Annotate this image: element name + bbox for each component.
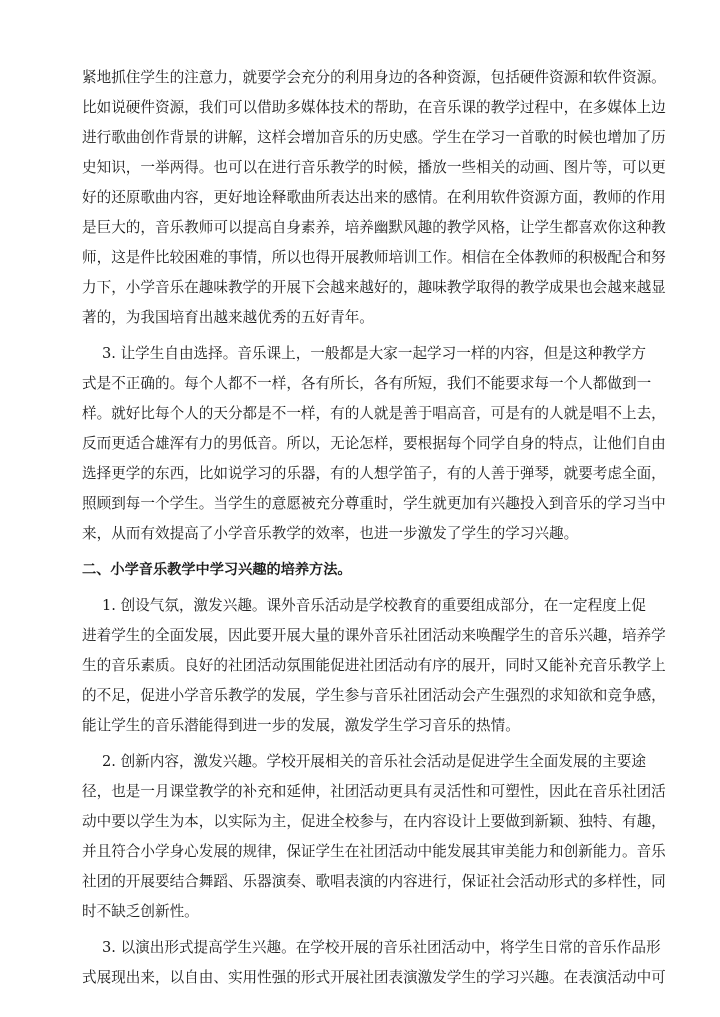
paragraph-line: 时不缺乏创新性。 bbox=[82, 903, 199, 920]
paragraph-line: 径，也是一月课堂教学的补充和延伸，社团活动更具有灵活性和可塑性，因此在音乐社团活 bbox=[82, 783, 666, 800]
paragraph-line: 并且符合小学身心发展的规律，保证学生在社团活动中能发展其审美能力和创新能力。音乐 bbox=[82, 843, 666, 860]
paragraph-line: 反而更适合雄浑有力的男低音。所以，无论怎样，要根据每个同学自身的特点，让他们自由 bbox=[82, 435, 666, 452]
paragraph-line: 紧地抓住学生的注意力，就要学会充分的利用身边的各种资源，包括硬件资源和软件资源。 bbox=[82, 69, 666, 86]
paragraph-line: 是巨大的，音乐教师可以提高自身素养，培养幽默风趣的教学风格，让学生都喜欢你这种教 bbox=[82, 219, 666, 236]
paragraph-line: 进行歌曲创作背景的讲解，这样会增加音乐的历史感。学生在学习一首歌的时候也增加了历 bbox=[82, 129, 666, 146]
paragraph-line: 社团的开展要结合舞蹈、乐器演奏、歌唱表演的内容进行，保证社会活动形式的多样性，同 bbox=[82, 873, 666, 890]
paragraph-line: 力下，小学音乐在趣味教学的开展下会越来越好的，趣味教学取得的教学成果也会越来越显 bbox=[82, 279, 666, 296]
paragraph-line: 式是不正确的。每个人都不一样，各有所长，各有所短，我们不能要求每一个人都做到一 bbox=[82, 375, 652, 392]
paragraph-line: 好的还原歌曲内容，更好地诠释歌曲所表达出来的感情。在利用软件资源方面，教师的作用 bbox=[82, 189, 666, 206]
paragraph-line: 动中要以学生为本，以实际为主，促进全校参与，在内容设计上要做到新颖、独特、有趣， bbox=[82, 813, 666, 830]
paragraph-line: 2. 创新内容，激发兴趣。学校开展相关的音乐社会活动是促进学生全面发展的主要途 bbox=[102, 753, 646, 770]
paragraph-line: 3. 以演出形式提高学生兴趣。在学校开展的音乐社团活动中，将学生日常的音乐作品形 bbox=[102, 939, 661, 956]
paragraph-line: 式展现出来，以自由、实用性强的形式开展社团表演激发学生的学习兴趣。在表演活动中可 bbox=[82, 969, 666, 986]
paragraph-line: 的不足，促进小学音乐教学的发展，学生参与音乐社团活动会产生强烈的求知欲和竞争感， bbox=[82, 687, 666, 704]
paragraph-line: 师，这是件比较困难的事情，所以也得开展教师培训工作。相信在全体教师的积极配合和努 bbox=[82, 249, 666, 266]
paragraph-line: 比如说硬件资源，我们可以借助多媒体技术的帮助，在音乐课的教学过程中，在多媒体上边 bbox=[82, 99, 666, 116]
paragraph-line: 3. 让学生自由选择。音乐课上，一般都是大家一起学习一样的内容，但是这种教学方 bbox=[102, 345, 646, 362]
section-heading: 二、小学音乐教学中学习兴趣的培养方法。 bbox=[82, 562, 352, 578]
paragraph-line: 能让学生的音乐潜能得到进一步的发展，激发学生学习音乐的热情。 bbox=[82, 717, 520, 734]
paragraph-line: 样。就好比每个人的天分都是不一样，有的人就是善于唱高音，可是有的人就是唱不上去， bbox=[82, 405, 666, 422]
paragraph-line: 来，从而有效提高了小学音乐教学的效率，也进一步激发了学生的学习兴趣。 bbox=[82, 525, 579, 542]
paragraph-line: 1. 创设气氛，激发兴趣。课外音乐活动是学校教育的重要组成部分，在一定程度上促 bbox=[102, 597, 646, 614]
paragraph-line: 生的音乐素质。良好的社团活动氛围能促进社团活动有序的展开，同时又能补充音乐教学上 bbox=[82, 657, 666, 674]
paragraph-line: 照顾到每一个学生。当学生的意愿被充分尊重时，学生就更加有兴趣投入到音乐的学习当中 bbox=[82, 495, 666, 512]
paragraph-line: 选择更学的东西，比如说学习的乐器，有的人想学笛子，有的人善于弹琴，就要考虑全面， bbox=[82, 465, 666, 482]
paragraph-line: 进着学生的全面发展，因此要开展大量的课外音乐社团活动来唤醒学生的音乐兴趣，培养学 bbox=[82, 627, 666, 644]
paragraph-line: 著的，为我国培育出越来越优秀的五好青年。 bbox=[82, 309, 374, 326]
paragraph-line: 史知识，一举两得。也可以在进行音乐教学的时候，播放一些相关的动画、图片等，可以更 bbox=[82, 159, 666, 176]
